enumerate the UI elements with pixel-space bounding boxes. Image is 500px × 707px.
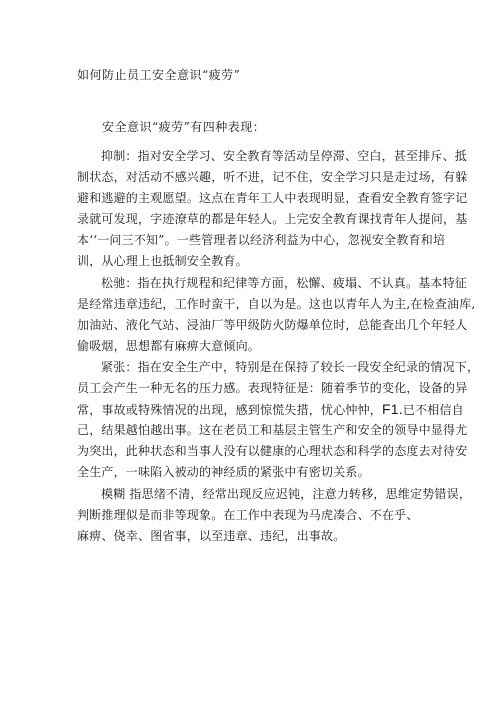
text-line: 为突出，此种状态和当事人没有以健康的心理状态和科学的态度去对待安: [77, 444, 468, 459]
text-line: 录就可发现，字迹潦草的都是年轻人。上完安全教育课找青年人提问，基: [77, 212, 468, 227]
paragraph-confusion: [77, 484, 472, 547]
text-line: 避和逃避的主观愿望。这点在青年工人中表现明显，查看安全教育签字记: [77, 191, 468, 206]
intro-line: 安全意识“疲劳”有四种表现：: [102, 120, 266, 134]
document-body: [77, 146, 480, 547]
text-line: 偷吸烟，思想都有麻痹大意倾向。: [77, 338, 261, 353]
text-line: 判断推理似是而非等现象。在工作中表现为马虎凑合、不在乎、: [77, 507, 419, 522]
text-line: 松驰：指在执行规程和纪律等方面，松懈、疲塌、不认真。基本特征: [101, 275, 468, 290]
text-line-mixed: [77, 399, 464, 420]
document-title: 如何防止员工安全意识“疲劳”: [77, 68, 241, 82]
text-line: 制状态，对活动不感兴趣，听不进，记不住，安全学习只是走过场，有躲: [77, 170, 468, 185]
text-line: 是经常违章违纪，工作时蛮干，自以为是。这也以青年人为主,在检查油库,: [77, 296, 476, 311]
text-line: 模糊 指思绪不清，经常出现反应迟钝，注意力转移，思维定势错误，: [101, 486, 472, 501]
text-line: 本‘‘一问三不知”。一些管理者以经济利益为中心，忽视安全教育和培: [77, 233, 446, 248]
text-segment-f1: F1.: [382, 401, 403, 418]
text-line: 己，结果越怕越出事。这在老员工和基层主管生产和安全的领导中显得尤: [77, 423, 468, 438]
text-line: 员工会产生一种无名的压力感。表现特征是：随着季节的变化，设备的异: [77, 381, 468, 396]
text-line: 抑制：指对安全学习、安全教育等活动呈停滞、空白，甚至排斥、抵: [101, 149, 468, 163]
text-line: 紧张：指在安全生产中，特别是在保持了较长一段安全纪录的情况下，: [101, 359, 480, 374]
text-line: 训，从心理上也抵制安全教育。: [77, 254, 248, 269]
text-line: 麻痹、侥幸、图省事，以至违章、违纪，出事故。: [77, 528, 346, 543]
text-line: 加油站、液化气站、浸油厂等甲级防火防爆单位时，总能查出几个年轻人: [77, 317, 468, 332]
text-segment: 常，事故或特殊情况的出现，感到惊慌失措，忧心忡忡，: [77, 403, 383, 418]
paragraph-suppression: [77, 146, 468, 273]
paragraph-slack: [77, 273, 476, 357]
text-segment: 已不相信自: [402, 403, 464, 418]
text-line: 全生产，一味陷入被动的神经质的紧张中有密切关系。: [77, 465, 370, 480]
paragraph-tension: [77, 357, 480, 484]
